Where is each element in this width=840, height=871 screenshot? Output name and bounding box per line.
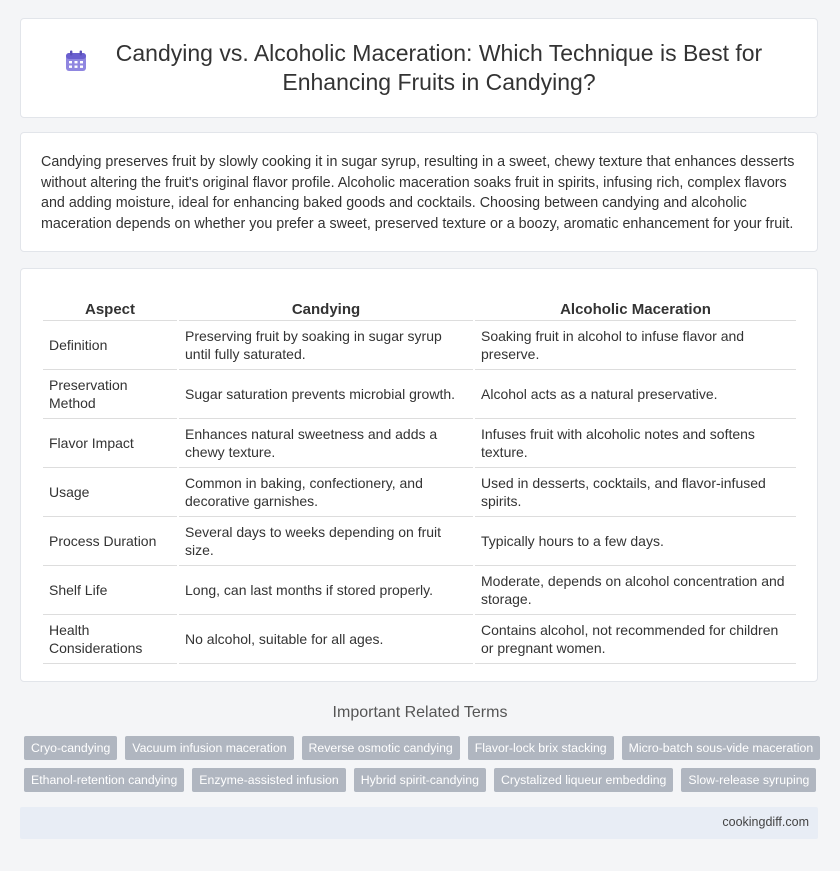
table-row bbox=[43, 517, 796, 566]
cell-aspect: Usage bbox=[43, 468, 177, 517]
table-row bbox=[43, 370, 796, 419]
comparison-card bbox=[20, 268, 818, 682]
cell-maceration: Alcohol acts as a natural preservative. bbox=[475, 370, 796, 419]
cell-aspect: Shelf Life bbox=[43, 566, 177, 615]
table-row bbox=[43, 615, 796, 664]
related-term-tag[interactable]: Crystalized liqueur embedding bbox=[494, 768, 673, 792]
table-row bbox=[43, 321, 796, 370]
cell-maceration: Moderate, depends on alcohol concentration and storage. bbox=[475, 566, 796, 615]
cell-aspect: Health Considerations bbox=[43, 615, 177, 664]
cell-candying: Preserving fruit by soaking in sugar syrup until fully saturated. bbox=[179, 321, 473, 370]
intro-paragraph: Candying preserves fruit by slowly cooking it in sugar syrup, resulting in a sweet, chewy texture that enhances desserts without altering the fruit's original flavor profile. Alcoholic maceration soaks fruit in spirits, infusing rich, complex flavors and adding moisture, ideal for enhancing baked goods and cocktails. Choosing between candying and alcoholic maceration depends on whether you prefer a sweet, preserved texture or a boozy, aromatic enhancement for your fruit. bbox=[41, 154, 795, 232]
related-term-tag[interactable]: Cryo-candying bbox=[24, 736, 117, 760]
cell-maceration: Contains alcohol, not recommended for children or pregnant women. bbox=[475, 615, 796, 664]
cell-maceration: Typically hours to a few days. bbox=[475, 517, 796, 566]
footer bbox=[20, 807, 818, 839]
related-terms-list bbox=[24, 736, 824, 792]
cell-maceration: Used in desserts, cocktails, and flavor-infused spirits. bbox=[475, 468, 796, 517]
related-term-tag[interactable]: Hybrid spirit-candying bbox=[354, 768, 486, 792]
cell-candying: Long, can last months if stored properly. bbox=[179, 566, 473, 615]
cell-candying: Several days to weeks depending on fruit size. bbox=[179, 517, 473, 566]
related-term-tag[interactable]: Flavor-lock brix stacking bbox=[468, 736, 614, 760]
cell-aspect: Flavor Impact bbox=[43, 419, 177, 468]
cell-maceration: Soaking fruit in alcohol to infuse flavor and preserve. bbox=[475, 321, 796, 370]
header-aspect: Aspect bbox=[43, 291, 177, 321]
cell-candying: No alcohol, suitable for all ages. bbox=[179, 615, 473, 664]
table-header-row bbox=[43, 291, 796, 321]
cell-candying: Enhances natural sweetness and adds a chewy texture. bbox=[179, 419, 473, 468]
cell-candying: Common in baking, confectionery, and decorative garnishes. bbox=[179, 468, 473, 517]
comparison-table bbox=[41, 291, 798, 664]
table-row bbox=[43, 566, 796, 615]
related-term-tag[interactable]: Ethanol-retention candying bbox=[24, 768, 184, 792]
related-term-tag[interactable]: Enzyme-assisted infusion bbox=[192, 768, 345, 792]
intro-card bbox=[20, 132, 818, 252]
related-term-tag[interactable]: Micro-batch sous-vide maceration bbox=[622, 736, 821, 760]
table-row bbox=[43, 468, 796, 517]
related-term-tag[interactable]: Vacuum infusion maceration bbox=[125, 736, 293, 760]
cell-maceration: Infuses fruit with alcoholic notes and softens texture. bbox=[475, 419, 796, 468]
header-maceration: Alcoholic Maceration bbox=[475, 291, 796, 321]
cell-aspect: Definition bbox=[43, 321, 177, 370]
related-term-tag[interactable]: Reverse osmotic candying bbox=[302, 736, 460, 760]
table-row bbox=[43, 419, 796, 468]
title-card bbox=[20, 18, 818, 118]
page-title: Candying vs. Alcoholic Maceration: Which Technique is Best for Enhancing Fruits in Candying? bbox=[115, 40, 763, 95]
cell-candying: Sugar saturation prevents microbial growth. bbox=[179, 370, 473, 419]
cell-aspect: Preservation Method bbox=[43, 370, 177, 419]
related-terms-heading: Important Related Terms bbox=[332, 704, 508, 721]
site-link[interactable]: cookingdiff.com bbox=[722, 815, 809, 829]
related-term-tag[interactable]: Slow-release syruping bbox=[681, 768, 816, 792]
header-candying: Candying bbox=[179, 291, 473, 321]
cell-aspect: Process Duration bbox=[43, 517, 177, 566]
